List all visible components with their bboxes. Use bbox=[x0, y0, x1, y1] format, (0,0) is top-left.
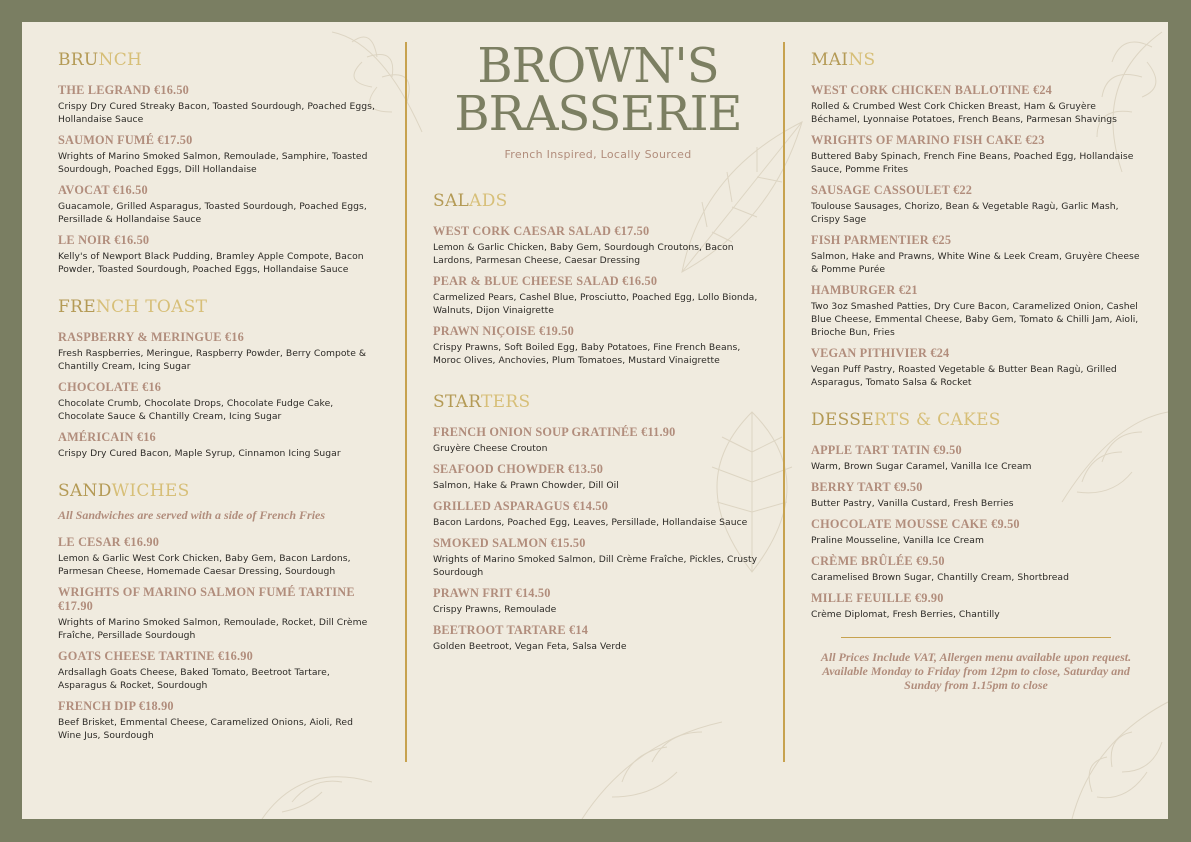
mains-list bbox=[811, 83, 1141, 389]
item-name: GRILLED ASPARAGUS €14.50 bbox=[433, 499, 609, 513]
item-desc: Butter Pastry, Vanilla Custard, Fresh Berries bbox=[811, 498, 1014, 509]
item-desc: Golden Beetroot, Vegan Feta, Salsa Verde bbox=[433, 641, 627, 652]
section-title-brunch: BRUNCH bbox=[58, 50, 143, 70]
section-title-french-toast: FRENCH TOAST bbox=[58, 297, 208, 317]
menu-item bbox=[811, 554, 1141, 584]
item-desc: Warm, Brown Sugar Caramel, Vanilla Ice Cream bbox=[811, 461, 1032, 472]
item-name: AVOCAT €16.50 bbox=[58, 183, 148, 197]
brand-tagline: French Inspired, Locally Sourced bbox=[504, 148, 692, 161]
item-desc: Bacon Lardons, Poached Egg, Leaves, Persillade, Hollandaise Sauce bbox=[433, 517, 748, 528]
item-desc: Crème Diplomat, Fresh Berries, Chantilly bbox=[811, 609, 1000, 620]
footer-note: All Prices Include VAT, Allergen menu available upon request. Available Monday to Friday from 12pm to close, Saturday and Sunday from 1.15pm to close bbox=[820, 650, 1132, 692]
left-column bbox=[58, 50, 378, 749]
item-desc: Carmelized Pears, Cashel Blue, Prosciutto, Poached Egg, Lollo Bionda, Walnuts, Dijon Vinaigrette bbox=[433, 292, 758, 316]
item-name: VEGAN PITHIVIER €24 bbox=[811, 346, 950, 360]
column-divider bbox=[405, 42, 407, 762]
item-name: CHOCOLATE €16 bbox=[58, 380, 162, 394]
item-name: RASPBERRY & MERINGUE €16 bbox=[58, 330, 244, 344]
item-name: SAUSAGE CASSOULET €22 bbox=[811, 183, 973, 197]
section-title-sandwiches: SANDWICHES bbox=[58, 481, 190, 501]
sandwiches-list bbox=[58, 535, 378, 742]
item-name: CRÈME BRÛLÉE €9.50 bbox=[811, 554, 945, 568]
menu-item bbox=[58, 430, 378, 460]
item-name: LE CESAR €16.90 bbox=[58, 535, 160, 549]
menu-item bbox=[811, 283, 1141, 339]
item-name: HAMBURGER €21 bbox=[811, 283, 918, 297]
item-name: PEAR & BLUE CHEESE SALAD €16.50 bbox=[433, 274, 658, 288]
item-name: FRENCH ONION SOUP GRATINÉE €11.90 bbox=[433, 425, 676, 439]
menu-item bbox=[433, 536, 763, 579]
item-name: WRIGHTS OF MARINO FISH CAKE €23 bbox=[811, 133, 1045, 147]
item-desc: Kelly's of Newport Black Pudding, Bramley Apple Compote, Bacon Powder, Toasted Sourdough, Poached Eggs, Hollandaise Sauce bbox=[58, 251, 364, 275]
item-desc: Wrights of Marino Smoked Salmon, Dill Crème Fraîche, Pickles, Crusty Sourdough bbox=[433, 554, 758, 578]
item-name: GOATS CHEESE TARTINE €16.90 bbox=[58, 649, 253, 663]
menu-item bbox=[58, 380, 378, 423]
menu-item bbox=[811, 133, 1141, 176]
menu-item bbox=[433, 324, 763, 367]
right-column bbox=[811, 50, 1141, 692]
section-title-salads: SALADS bbox=[433, 191, 508, 211]
section-title-desserts: DESSERTS & CAKES bbox=[811, 410, 1001, 430]
menu-page bbox=[22, 22, 1168, 819]
item-desc: Gruyère Cheese Crouton bbox=[433, 443, 548, 454]
item-desc: Lemon & Garlic Chicken, Baby Gem, Sourdough Croutons, Bacon Lardons, Parmesan Cheese, Caesar Dressing bbox=[433, 242, 734, 266]
item-name: LE NOIR €16.50 bbox=[58, 233, 150, 247]
item-name: SMOKED SALMON €15.50 bbox=[433, 536, 586, 550]
menu-item bbox=[433, 224, 763, 267]
item-desc: Buttered Baby Spinach, French Fine Beans, Poached Egg, Hollandaise Sauce, Pomme Frites bbox=[811, 151, 1134, 175]
menu-item bbox=[433, 425, 763, 455]
item-name: AMÉRICAIN €16 bbox=[58, 430, 156, 444]
brand-name-line1: BROWN'S bbox=[477, 38, 719, 94]
menu-item bbox=[811, 517, 1141, 547]
brunch-list bbox=[58, 83, 378, 276]
item-desc: Guacamole, Grilled Asparagus, Toasted Sourdough, Poached Eggs, Persillade & Hollandaise Sauce bbox=[58, 201, 367, 225]
menu-item bbox=[58, 233, 378, 276]
menu-item bbox=[811, 83, 1141, 126]
item-desc: Crispy Dry Cured Bacon, Maple Syrup, Cinnamon Icing Sugar bbox=[58, 448, 341, 459]
section-title-mains: MAINS bbox=[811, 50, 876, 70]
menu-item bbox=[811, 233, 1141, 276]
starters-list bbox=[433, 425, 763, 653]
french-toast-list bbox=[58, 330, 378, 460]
item-name: CHOCOLATE MOUSSE CAKE €9.50 bbox=[811, 517, 1020, 531]
item-desc: Wrights of Marino Smoked Salmon, Remoulade, Rocket, Dill Crème Fraîche, Persillade Sourdough bbox=[58, 617, 368, 641]
item-desc: Chocolate Crumb, Chocolate Drops, Chocolate Fudge Cake, Chocolate Sauce & Chantilly Cream, Icing Sugar bbox=[58, 398, 334, 422]
column-divider bbox=[783, 42, 785, 762]
middle-column bbox=[433, 38, 763, 660]
leaf-icon bbox=[572, 682, 722, 819]
item-desc: Lemon & Garlic West Cork Chicken, Baby Gem, Bacon Lardons, Parmesan Cheese, Homemade Caesar Dressing, Sourdough bbox=[58, 553, 351, 577]
item-name: PRAWN NIÇOISE €19.50 bbox=[433, 324, 574, 338]
item-desc: Salmon, Hake & Prawn Chowder, Dill Oil bbox=[433, 480, 619, 491]
item-desc: Praline Mousseline, Vanilla Ice Cream bbox=[811, 535, 984, 546]
menu-item bbox=[811, 346, 1141, 389]
brand-name-line2: BRASSERIE bbox=[454, 86, 742, 142]
section-title-starters: STARTERS bbox=[433, 392, 531, 412]
leaf-icon bbox=[1052, 682, 1168, 819]
footer-divider bbox=[841, 637, 1111, 638]
menu-item bbox=[58, 133, 378, 176]
menu-item bbox=[58, 83, 378, 126]
item-desc: Fresh Raspberries, Meringue, Raspberry Powder, Berry Compote & Chantilly Cream, Icing Sugar bbox=[58, 348, 367, 372]
brand-logo bbox=[433, 38, 763, 142]
item-name: FRENCH DIP €18.90 bbox=[58, 699, 174, 713]
item-desc: Crispy Prawns, Soft Boiled Egg, Baby Potatoes, Fine French Beans, Moroc Olives, Anchovies, Plum Tomatoes, Mustard Vinaigrette bbox=[433, 342, 741, 366]
item-name: FISH PARMENTIER €25 bbox=[811, 233, 952, 247]
menu-item bbox=[433, 274, 763, 317]
item-name: BEETROOT TARTARE €14 bbox=[433, 623, 589, 637]
menu-item bbox=[58, 649, 378, 692]
item-desc: Beef Brisket, Emmental Cheese, Caramelized Onions, Aioli, Red Wine Jus, Sourdough bbox=[58, 717, 353, 741]
menu-item bbox=[58, 699, 378, 742]
item-name: BERRY TART €9.50 bbox=[811, 480, 923, 494]
item-name: WEST CORK CAESAR SALAD €17.50 bbox=[433, 224, 650, 238]
sandwiches-note: All Sandwiches are served with a side of French Fries bbox=[58, 508, 326, 522]
item-desc: Vegan Puff Pastry, Roasted Vegetable & Butter Bean Ragù, Grilled Asparagus, Tomato Salsa & Rocket bbox=[811, 364, 1117, 388]
item-name: SAUMON FUMÉ €17.50 bbox=[58, 133, 193, 147]
menu-item bbox=[811, 443, 1141, 473]
item-desc: Wrights of Marino Smoked Salmon, Remoulade, Samphire, Toasted Sourdough, Poached Eggs, Dill Hollandaise bbox=[58, 151, 368, 175]
item-name: SEAFOOD CHOWDER €13.50 bbox=[433, 462, 604, 476]
menu-item bbox=[811, 183, 1141, 226]
item-desc: Crispy Prawns, Remoulade bbox=[433, 604, 557, 615]
menu-item bbox=[433, 586, 763, 616]
menu-item bbox=[58, 535, 378, 578]
menu-item bbox=[433, 499, 763, 529]
item-name: WEST CORK CHICKEN BALLOTINE €24 bbox=[811, 83, 1053, 97]
desserts-list bbox=[811, 443, 1141, 621]
item-desc: Caramelised Brown Sugar, Chantilly Cream, Shortbread bbox=[811, 572, 1069, 583]
menu-item bbox=[811, 591, 1141, 621]
menu-item bbox=[58, 183, 378, 226]
item-name: MILLE FEUILLE €9.90 bbox=[811, 591, 944, 605]
item-desc: Toulouse Sausages, Chorizo, Bean & Vegetable Ragù, Garlic Mash, Crispy Sage bbox=[811, 201, 1119, 225]
leaf-icon bbox=[252, 762, 372, 819]
item-desc: Ardsallagh Goats Cheese, Baked Tomato, Beetroot Tartare, Asparagus & Rocket, Sourdough bbox=[58, 667, 330, 691]
menu-item bbox=[433, 462, 763, 492]
item-desc: Crispy Dry Cured Streaky Bacon, Toasted Sourdough, Poached Eggs, Hollandaise Sauce bbox=[58, 101, 375, 125]
menu-item bbox=[811, 480, 1141, 510]
item-desc: Two 3oz Smashed Patties, Dry Cure Bacon, Caramelized Onion, Cashel Blue Cheese, Emmental Cheese, Baby Gem, Tomato & Chilli Jam, Aioli, Brioche Bun, Fries bbox=[811, 301, 1139, 338]
menu-item bbox=[433, 623, 763, 653]
item-name: THE LEGRAND €16.50 bbox=[58, 83, 190, 97]
salads-list bbox=[433, 224, 763, 367]
item-name: APPLE TART TATIN €9.50 bbox=[811, 443, 962, 457]
item-name: WRIGHTS OF MARINO SALMON FUMÉ TARTINE €17.90 bbox=[58, 585, 355, 613]
item-name: PRAWN FRIT €14.50 bbox=[433, 586, 551, 600]
item-desc: Salmon, Hake and Prawns, White Wine & Leek Cream, Gruyère Cheese & Pomme Purée bbox=[811, 251, 1140, 275]
menu-item bbox=[58, 330, 378, 373]
menu-item bbox=[58, 585, 378, 642]
item-desc: Rolled & Crumbed West Cork Chicken Breast, Ham & Gruyère Béchamel, Lyonnaise Potatoes, French Beans, Parmesan Shavings bbox=[811, 101, 1117, 125]
